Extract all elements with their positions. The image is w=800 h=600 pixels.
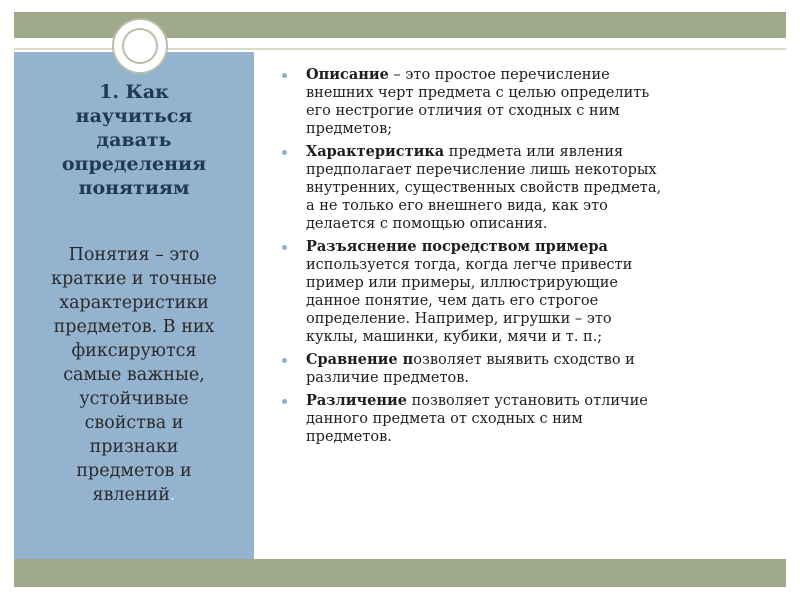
list-item [274, 66, 774, 138]
circle-ornament-icon [112, 18, 168, 74]
intro-end-dot: . [169, 485, 176, 505]
bottom-decor-bar [14, 559, 786, 587]
item-term: Описание [306, 66, 389, 83]
intro-text: Понятия – это краткие и точные характеристики предметов. В них фиксируются самые важные, устойчивые свойства и признаки предметов и явлений [51, 245, 217, 505]
circle-inner-ring [122, 28, 158, 64]
bullet-icon [282, 245, 287, 250]
list-item [274, 351, 774, 387]
bullet-icon [282, 399, 287, 404]
list-item [274, 143, 774, 233]
item-text: позволяет установить отличие данного предмета от сходных с ним предметов. [306, 393, 648, 445]
item-text: озволяет выявить сходство и различие предметов. [306, 352, 635, 386]
list-item [274, 392, 774, 446]
intro-paragraph [14, 243, 254, 507]
item-text: предмета или явления предполагает перечисление лишь некоторых внутренних, существенных свойств предмета, а не только его внешнего вида, как это делается с помощью описания. [306, 144, 662, 232]
bullet-icon [282, 73, 287, 78]
definitions-list [274, 66, 774, 451]
item-text: используется тогда, когда легче привести пример или примеры, иллюстрирующие данное понятие, чем дать его строгое определение. Например, игрушки – это куклы, машинки, кубики, мячи и т. п.; [306, 257, 633, 345]
bullet-icon [282, 150, 287, 155]
item-text: – это простое перечисление внешних черт предмета с целью определить его нестрогие отличия от сходных с ним предметов; [306, 67, 650, 137]
item-term: Разъяснение посредством примера [306, 238, 608, 255]
list-item [274, 238, 774, 346]
bullet-icon [282, 358, 287, 363]
item-term: Характеристика [306, 143, 445, 160]
item-term: Различение [306, 392, 407, 409]
item-term: Сравнение п [306, 351, 414, 368]
slide-title: 1. Как научиться давать определения понятиям [61, 81, 207, 199]
